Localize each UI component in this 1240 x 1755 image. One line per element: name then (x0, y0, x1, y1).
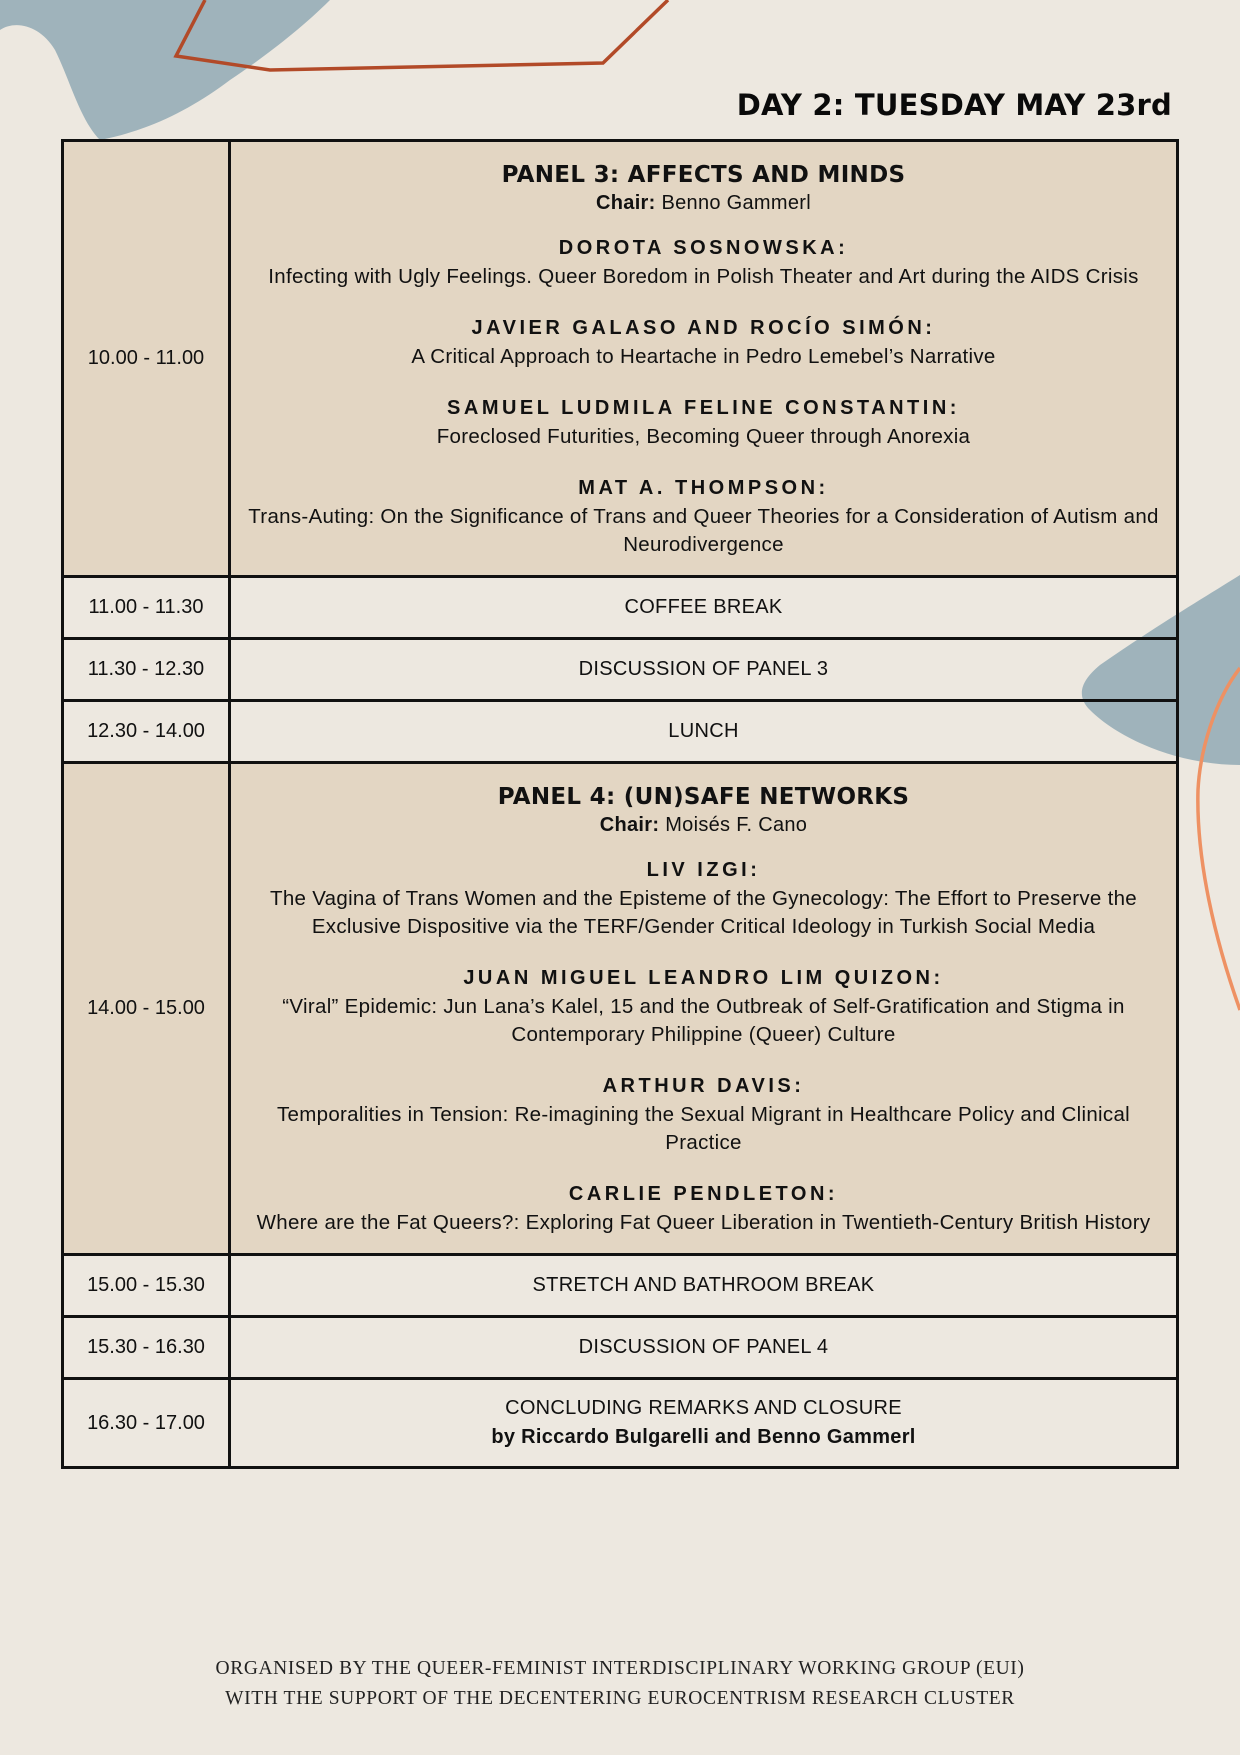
panel4-title: PANEL 4: (UN)SAFE NETWORKS (497, 784, 910, 810)
orange-outline-top (176, 0, 668, 70)
talk-item (247, 397, 1160, 451)
event-label: DISCUSSION OF PANEL 4 (230, 1317, 1178, 1379)
footer-support: WITH THE SUPPORT OF THE DECENTERING EUROCENTRISM RESEARCH CLUSTER (225, 1688, 1015, 1709)
event-label: STRETCH AND BATHROOM BREAK (230, 1255, 1178, 1317)
time-cell: 10.00 - 11.00 (63, 141, 230, 577)
chair-name: Moisés F. Cano (665, 814, 808, 836)
speaker-name: LIV IZGI: (646, 859, 761, 881)
schedule-row-discussion-panel3 (63, 639, 1178, 701)
talk-title: Infecting with Ugly Feelings. Queer Boredom in Polish Theater and Art during the AIDS Crisis (268, 265, 1139, 288)
speaker-name: MAT A. THOMPSON: (578, 477, 829, 499)
talk-item (247, 859, 1160, 941)
schedule-row-discussion-panel4 (63, 1317, 1178, 1379)
talk-item (247, 1183, 1160, 1237)
talk-title: The Vagina of Trans Women and the Episteme of the Gynecology: The Effort to Preserve the Exclusive Dispositive via the TERF/Gender Critical Ideology in Turkish Social Media (270, 887, 1137, 938)
chair-label: Chair: (599, 814, 660, 836)
panel3-cell (230, 141, 1178, 577)
talk-title: A Critical Approach to Heartache in Pedro Lemebel’s Narrative (411, 345, 996, 368)
talk-item (247, 317, 1160, 371)
time-cell: 11.30 - 12.30 (63, 639, 230, 701)
talk-item (247, 237, 1160, 291)
panel3-chair (247, 192, 1160, 215)
speaker-name: DOROTA SOSNOWSKA: (558, 237, 849, 259)
schedule-row-coffee-break (63, 577, 1178, 639)
time-cell: 16.30 - 17.00 (63, 1379, 230, 1468)
speaker-name: JAVIER GALASO AND ROCÍO SIMÓN: (471, 317, 936, 339)
talk-title: Temporalities in Tension: Re-imagining the Sexual Migrant in Healthcare Policy and Clinical Practice (276, 1103, 1131, 1154)
day-title: DAY 2: TUESDAY MAY 23rd (736, 88, 1172, 122)
schedule-table (61, 139, 1179, 1469)
closing-cell (230, 1379, 1178, 1468)
time-cell: 14.00 - 15.00 (63, 763, 230, 1255)
time-cell: 11.00 - 11.30 (63, 577, 230, 639)
closing-title: CONCLUDING REMARKS AND CLOSURE (505, 1397, 902, 1419)
time-cell: 15.00 - 15.30 (63, 1255, 230, 1317)
talk-item (247, 1075, 1160, 1157)
panel4-cell (230, 763, 1178, 1255)
footer (0, 1654, 1240, 1714)
talk-title: Where are the Fat Queers?: Exploring Fat Queer Liberation in Twentieth-Century British History (256, 1211, 1151, 1234)
panel3-title: PANEL 3: AFFECTS AND MINDS (501, 162, 906, 188)
talk-item (247, 967, 1160, 1049)
schedule-row-closing (63, 1379, 1178, 1468)
schedule-row-panel4 (63, 763, 1178, 1255)
event-label: LUNCH (230, 701, 1178, 763)
talk-item (247, 477, 1160, 559)
chair-name: Benno Gammerl (661, 192, 811, 214)
time-cell: 12.30 - 14.00 (63, 701, 230, 763)
blue-blob-top-left (0, 0, 330, 140)
speaker-name: JUAN MIGUEL LEANDRO LIM QUIZON: (463, 967, 944, 989)
speaker-name: SAMUEL LUDMILA FELINE CONSTANTIN: (447, 397, 960, 419)
speaker-name: CARLIE PENDLETON: (568, 1183, 839, 1205)
schedule-row-stretch-break (63, 1255, 1178, 1317)
talk-title: Trans-Auting: On the Significance of Trans and Queer Theories for a Consideration of Autism and Neurodivergence (248, 505, 1159, 556)
event-label: COFFEE BREAK (230, 577, 1178, 639)
schedule-row-panel3 (63, 141, 1178, 577)
closing-speakers: by Riccardo Bulgarelli and Benno Gammerl (491, 1426, 916, 1448)
time-cell: 15.30 - 16.30 (63, 1317, 230, 1379)
talk-title: Foreclosed Futurities, Becoming Queer through Anorexia (436, 425, 971, 448)
talk-title: “Viral” Epidemic: Jun Lana’s Kalel, 15 and the Outbreak of Self-Gratification and Stigma in Contemporary Philippine (Queer) Culture (282, 995, 1125, 1046)
event-label: DISCUSSION OF PANEL 3 (230, 639, 1178, 701)
speaker-name: ARTHUR DAVIS: (602, 1075, 805, 1097)
footer-organiser: ORGANISED BY THE QUEER-FEMINIST INTERDISCIPLINARY WORKING GROUP (EUI) (215, 1658, 1025, 1679)
light-orange-line-right (1198, 668, 1240, 1010)
chair-label: Chair: (596, 192, 656, 214)
panel4-chair (247, 814, 1160, 837)
schedule-row-lunch (63, 701, 1178, 763)
